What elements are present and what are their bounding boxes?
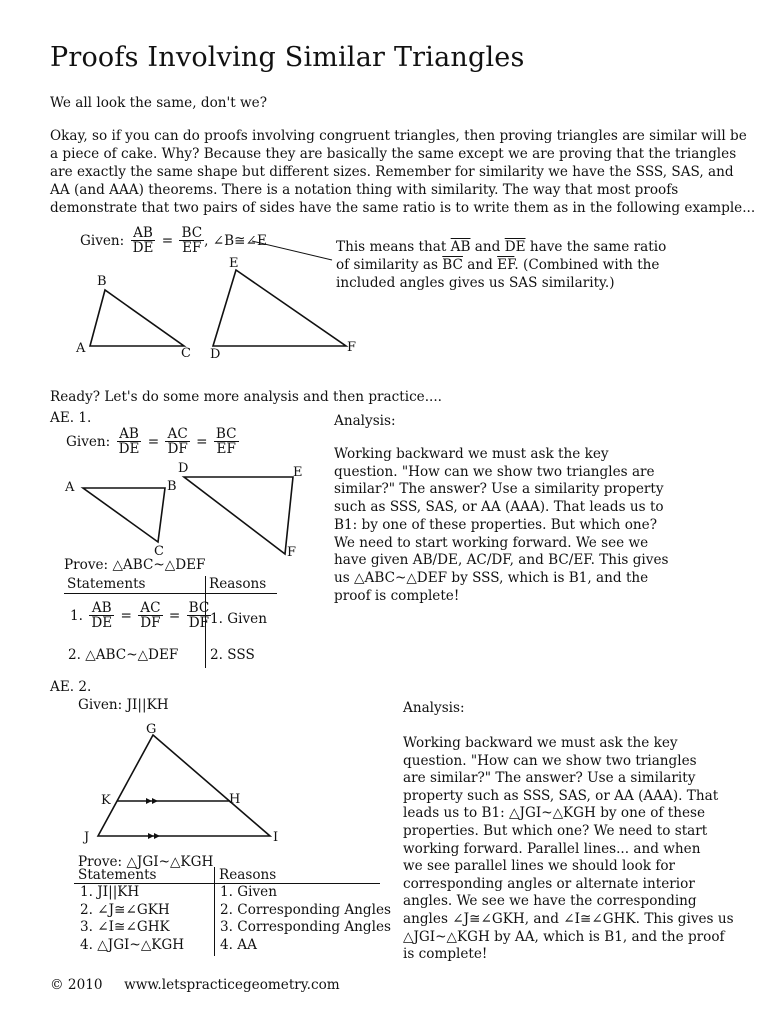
reason-row: 2. Corresponding Angles — [220, 901, 392, 918]
note-line-3: included angles gives us SAS similarity.) — [336, 275, 615, 291]
vertex-label-e: E — [229, 256, 239, 271]
analysis-line: property such as SSS, SAS, or AA (AAA). That — [403, 787, 719, 804]
fraction-num: AC — [165, 427, 189, 442]
statements-header: Statements — [67, 576, 146, 592]
reasons-header: Reasons — [219, 867, 277, 883]
ae1-row2-statement: 2. △ABC~△DEF — [68, 647, 179, 663]
note-text: and — [462, 257, 498, 273]
reason-row: 1. Given — [220, 884, 277, 900]
fraction-num: BC — [181, 225, 203, 241]
equals-sign: = — [196, 433, 208, 450]
ae1-row1-statement — [68, 601, 211, 631]
tagline: We all look the same, don't we? — [50, 95, 267, 111]
note-text: have the same ratio — [525, 239, 667, 255]
vertex-label-f: F — [347, 340, 357, 355]
segment-bc: $\overline{BC}$ — [442, 257, 463, 273]
analysis-line: Working backward we must ask the key — [334, 446, 609, 462]
pointer-line — [252, 241, 332, 260]
fraction-bc-ef — [214, 427, 239, 457]
ae1-row1-reason: 1. Given — [210, 611, 267, 627]
analysis-line: △JGI~△KGH by AA, which is B1, and the proof — [403, 928, 725, 945]
note-text: of similarity as — [336, 257, 443, 273]
vertex-label-j: J — [84, 830, 90, 845]
vertex-label-a: A — [65, 480, 75, 495]
ae2-prove: Prove: △JGI~△KGH — [78, 854, 214, 870]
vertex-label-k: K — [101, 793, 111, 808]
analysis-line: we see parallel lines we should look for — [403, 858, 676, 875]
vertex-label-a: A — [76, 341, 86, 356]
segment-de: $\overline{DE}$ — [504, 239, 526, 255]
angle-note: , ∠B≅∠E — [204, 232, 267, 249]
analysis-line: such as SSS, SAS, or AA (AAA). That leads us to — [334, 499, 664, 516]
fraction-den: DF — [167, 441, 188, 458]
analysis-line: We need to start working forward. We see we — [334, 534, 649, 551]
triangle-jgi — [98, 735, 270, 836]
triangle-abc — [83, 488, 165, 542]
ae1-prove: Prove: △ABC~△DEF — [64, 557, 206, 573]
vertex-label-b: B — [97, 274, 107, 289]
analysis-line: leads us to B1: △JGI~△KGH by one of these — [403, 805, 706, 822]
analysis-line: B1: by one of these properties. But which one? — [334, 516, 658, 533]
analysis-line: question. "How can we show two triangles — [403, 752, 697, 769]
parallel-arrow-icon — [154, 833, 160, 839]
reasons-header: Reasons — [209, 576, 267, 592]
fraction-ab-de — [117, 427, 142, 457]
analysis-line: angles ∠J≅∠GKH, and ∠I≅∠GHK. This gives us — [403, 910, 734, 927]
fraction-ab-de — [89, 601, 114, 631]
vertex-label-c: C — [154, 544, 164, 559]
fraction-den: DE — [132, 240, 154, 257]
analysis-line: properties. But which one? We need to start — [403, 822, 708, 839]
vertex-label-i: I — [273, 830, 279, 845]
given-label: Given: — [66, 433, 111, 450]
vertex-label-e: E — [293, 465, 303, 480]
analysis-line: proof is complete! — [334, 587, 460, 604]
note-text: and — [470, 239, 505, 255]
fraction-num: AB — [89, 601, 114, 616]
example-triangles-figure — [0, 0, 768, 400]
segment-ef: $\overline{EF}$ — [497, 257, 515, 273]
analysis-line: is complete! — [403, 946, 488, 963]
intro-line: a piece of cake. Why? Because they are basically the same except we are proving that the triangles — [50, 146, 737, 162]
page-title: Proofs Involving Similar Triangles — [50, 42, 525, 73]
ae1-analysis-title: Analysis: — [334, 413, 396, 429]
fraction-num: AB — [117, 427, 142, 442]
ae1-given — [64, 427, 239, 457]
ae2-statements — [80, 884, 184, 954]
analysis-line: have given AB/DE, AC/DF, and BC/EF. This gives — [334, 552, 669, 569]
ae2-triangle-figure — [0, 715, 330, 855]
fraction-num: BC — [188, 600, 210, 616]
intro-line: AA (and AAA) theorems. There is a notation thing with similarity. The way that most proofs — [50, 182, 679, 198]
fraction-num: AC — [138, 601, 162, 616]
analysis-line: Working backward we must ask the key — [403, 735, 678, 751]
analysis-line: question. "How can we show two triangles are — [334, 463, 655, 480]
vertex-label-d: D — [210, 347, 221, 362]
statement-row: 4. △JGI~△KGH — [80, 936, 185, 953]
ae1-analysis — [334, 446, 668, 605]
fraction-den: DF — [188, 615, 210, 632]
ae2-given: Given: JI||KH — [78, 697, 169, 713]
vertex-label-g: G — [146, 722, 157, 737]
analysis-line: angles. We see we have the corresponding — [403, 893, 697, 910]
table-header-rule — [64, 593, 277, 594]
given-label: Given: — [80, 232, 125, 249]
fraction-den: EF — [216, 441, 236, 458]
fraction-den: EF — [182, 240, 202, 257]
row-number: 1. — [70, 607, 83, 624]
statements-header: Statements — [78, 867, 157, 883]
equals-sign: = — [147, 433, 160, 450]
ae2-reasons — [220, 884, 391, 954]
ready-line: Ready? Let's do some more analysis and then practice.... — [50, 389, 443, 405]
ae2-analysis — [403, 735, 734, 964]
equals-sign: = — [161, 232, 174, 249]
intro-line: demonstrate that two pairs of sides have the same ratio is to write them as in the following example... — [50, 200, 756, 216]
ae1-triangles-figure — [0, 455, 330, 570]
triangle-abc — [90, 290, 184, 346]
fraction-den: DF — [140, 615, 161, 632]
vertex-label-f: F — [287, 545, 297, 560]
footer: © 2010 www.letspracticegeometry.com — [50, 977, 340, 993]
statement-row: 1. JI||KH — [80, 884, 140, 900]
fraction-den: DE — [91, 615, 113, 632]
triangle-def — [213, 270, 346, 346]
statement-row: 3. ∠I≅∠GHK — [80, 919, 170, 935]
vertex-label-c: C — [181, 346, 191, 361]
equals-sign: = — [120, 607, 132, 624]
analysis-line: similar?" The answer? Use a similarity property — [334, 481, 664, 498]
vertex-label-b: B — [167, 479, 177, 494]
parallel-arrow-icon — [146, 798, 152, 804]
analysis-line: us △ABC~△DEF by SSS, which is B1, and the — [334, 569, 649, 586]
note-text: . (Combined with the — [514, 257, 660, 273]
ae1-row2-reason: 2. SSS — [210, 647, 255, 663]
fraction-den: DE — [118, 441, 140, 458]
reason-row: 4. AA — [220, 936, 257, 953]
fraction-num: BC — [215, 426, 237, 442]
equals-sign: = — [168, 607, 181, 624]
intro-line: Okay, so if you can do proofs involving congruent triangles, then proving triangles are similar will be — [50, 128, 747, 144]
note-text: This means that — [336, 239, 451, 255]
ae2-heading: AE. 2. — [50, 679, 92, 695]
reason-row: 3. Corresponding Angles — [220, 919, 392, 935]
analysis-line: corresponding angles or alternate interior — [403, 875, 695, 892]
vertex-label-d: D — [178, 461, 189, 476]
ae1-heading: AE. 1. — [50, 410, 92, 426]
vertex-label-h: H — [229, 792, 241, 807]
statement-row: 2. ∠J≅∠GKH — [80, 901, 170, 918]
table-column-rule — [214, 867, 215, 956]
fraction-ac-df — [165, 427, 189, 457]
parallel-arrow-icon — [152, 798, 158, 804]
segment-ab: $\overline{AB}$ — [450, 239, 471, 255]
fraction-bc-df — [187, 601, 212, 631]
analysis-line: are similar?" The answer? Use a similarity — [403, 770, 696, 787]
triangle-def — [184, 477, 293, 554]
intro-line: are exactly the same shape but different sizes. Remember for similarity we have the SSS, SAS, and — [50, 164, 734, 180]
fraction-num: AB — [131, 226, 156, 241]
parallel-arrow-icon — [148, 833, 154, 839]
fraction-ac-df — [138, 601, 162, 631]
analysis-line: working forward. Parallel lines... and when — [403, 840, 701, 857]
ae2-analysis-title: Analysis: — [403, 700, 465, 716]
